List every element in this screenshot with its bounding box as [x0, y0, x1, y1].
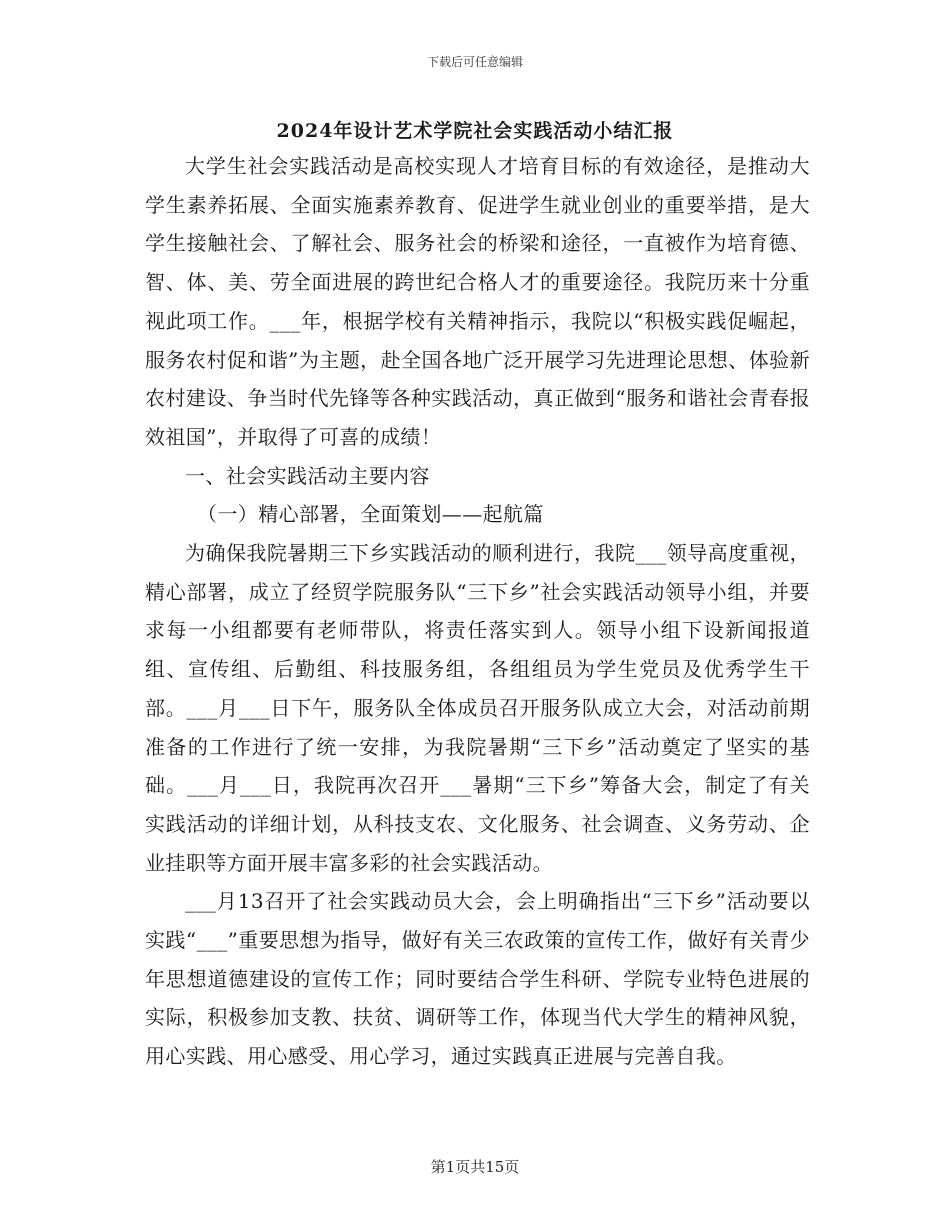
paragraph-mobilization: ___月13召开了社会实践动员大会，会上明确指出“三下乡”活动要以实践“___”重要思想为指导，做好有关三农政策的宣传工作，做好有关青少年思想道德建设的宣传工作；同时要结合学生科研、学院专业特色进展的实际，积极参加支教、扶贫、调研等工作，体现当代大学生的精神风貌，用心实践、用心感受、用心学习，通过实践真正进展与完善自我。 [145, 889, 810, 1069]
paragraph-intro: 大学生社会实践活动是高校实现人才培育目标的有效途径，是推动大学生素养拓展、全面实施素养教育、促进学生就业创业的重要举措，是大学生接触社会、了解社会、服务社会的桥梁和途径，一直被作为培育德、智、体、美、劳全面进展的跨世纪合格人才的重要途径。我院历来十分重视此项工作。___年，根据学校有关精神指示，我院以“积极实践促崛起，服务农村促和谐”为主题，赴全国各地广泛开展学习先进理论思想、体验新农村建设、争当时代先锋等各种实践活动，真正做到“服务和谐社会青春报效祖国”，并取得了可喜的成绩！ [145, 154, 810, 449]
subsection-heading: （一）精心部署，全面策划——起航篇 [197, 502, 544, 527]
section-heading: 一、社会实践活动主要内容 [185, 463, 430, 488]
page-title: 2024年设计艺术学院社会实践活动小结汇报 [276, 120, 674, 142]
page-number-footer: 第1页共15页 [430, 1158, 520, 1176]
document-body [145, 147, 810, 1076]
paragraph-deployment: 为确保我院暑期三下乡实践活动的顺利进行，我院___领导高度重视，精心部署，成立了经贸学院服务队“三下乡”社会实践活动领导小组，并要求每一小组都要有老师带队，将责任落实到人。领导小组下设新闻报道组、宣传组、后勤组、科技服务组，各组组员为学生党员及优秀学生干部。___月___日下午，服务队全体成员召开服务队成立大会，对活动前期准备的工作进行了统一安排，为我院暑期“三下乡”活动奠定了坚实的基础。___月___日，我院再次召开___暑期“三下乡”筹备大会，制定了有关实践活动的详细计划，从科技支农、文化服务、社会调查、义务劳动、企业挂职等方面开展丰富多彩的社会实践活动。 [145, 541, 810, 875]
header-note: 下载后可任意编辑 [426, 55, 523, 69]
